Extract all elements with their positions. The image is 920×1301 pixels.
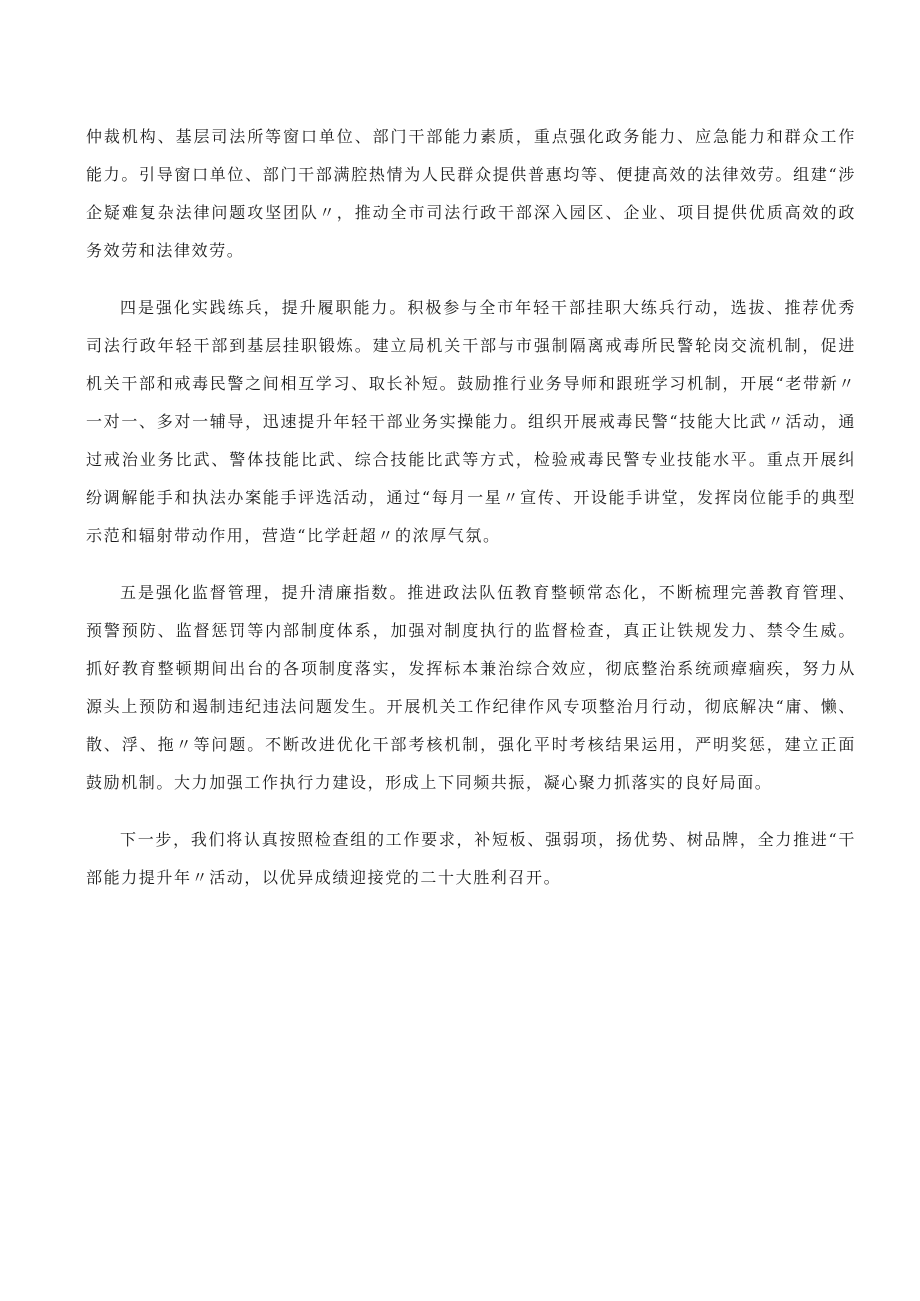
paragraph-practice-training: 四是强化实践练兵，提升履职能力。积极参与全市年轻干部挂职大练兵行动，选拔、推荐优秀司法行政年轻干部到基层挂职锻炼。建立局机关干部与市强制隔离戒毒所民警轮岗交流机制，促进机关干部和戒毒民警之间相互学习、取长补短。鼓励推行业务导师和跟班学习机制，开展“老带新〃一对一、多对一辅导，迅速提升年轻干部业务实操能力。组织开展戒毒民警“技能大比武〃活动，通过戒治业务比武、警体技能比武、综合技能比武等方式，检验戒毒民警专业技能水平。重点开展纠纷调解能手和执法办案能手评选活动，通过“每月一星〃宣传、开设能手讲堂，发挥岗位能手的典型示范和辐射带动作用，营造“比学赶超〃的浓厚气氛。 — [86, 298, 856, 545]
document-body — [86, 118, 856, 897]
paragraph-supervision-management: 五是强化监督管理，提升清廉指数。推进政法队伍教育整顿常态化，不断梳理完善教育管理、预警预防、监督惩罚等内部制度体系，加强对制度执行的监督检查，真正让铁规发力、禁令生威。抓好教育整顿期间出台的各项制度落实，发挥标本兼治综合效应，彻底整治系统顽瘴痼疾，努力从源头上预防和遏制违纪违法问题发生。开展机关工作纪律作风专项整治月行动，彻底解决“庸、懒、散、浮、拖〃等问题。不断改进优化干部考核机制，强化平时考核结果运用，严明奖惩，建立正面鼓励机制。大力加强工作执行力建设，形成上下同频共振，凝心聚力抓落实的良好局面。 — [86, 583, 856, 792]
paragraph-continued: 仲裁机构、基层司法所等窗口单位、部门干部能力素质，重点强化政务能力、应急能力和群众工作能力。引导窗口单位、部门干部满腔热情为人民群众提供普惠均等、便捷高效的法律效劳。组建“涉企疑难复杂法律问题攻坚团队〃，推动全市司法行政干部深入园区、企业、项目提供优质高效的政务效劳和法律效劳。 — [86, 127, 856, 260]
paragraph-next-steps: 下一步，我们将认真按照检查组的工作要求，补短板、强弱项，扬优势、树品牌，全力推进“干部能力提升年〃活动，以优异成绩迎接党的二十大胜利召开。 — [86, 830, 856, 887]
